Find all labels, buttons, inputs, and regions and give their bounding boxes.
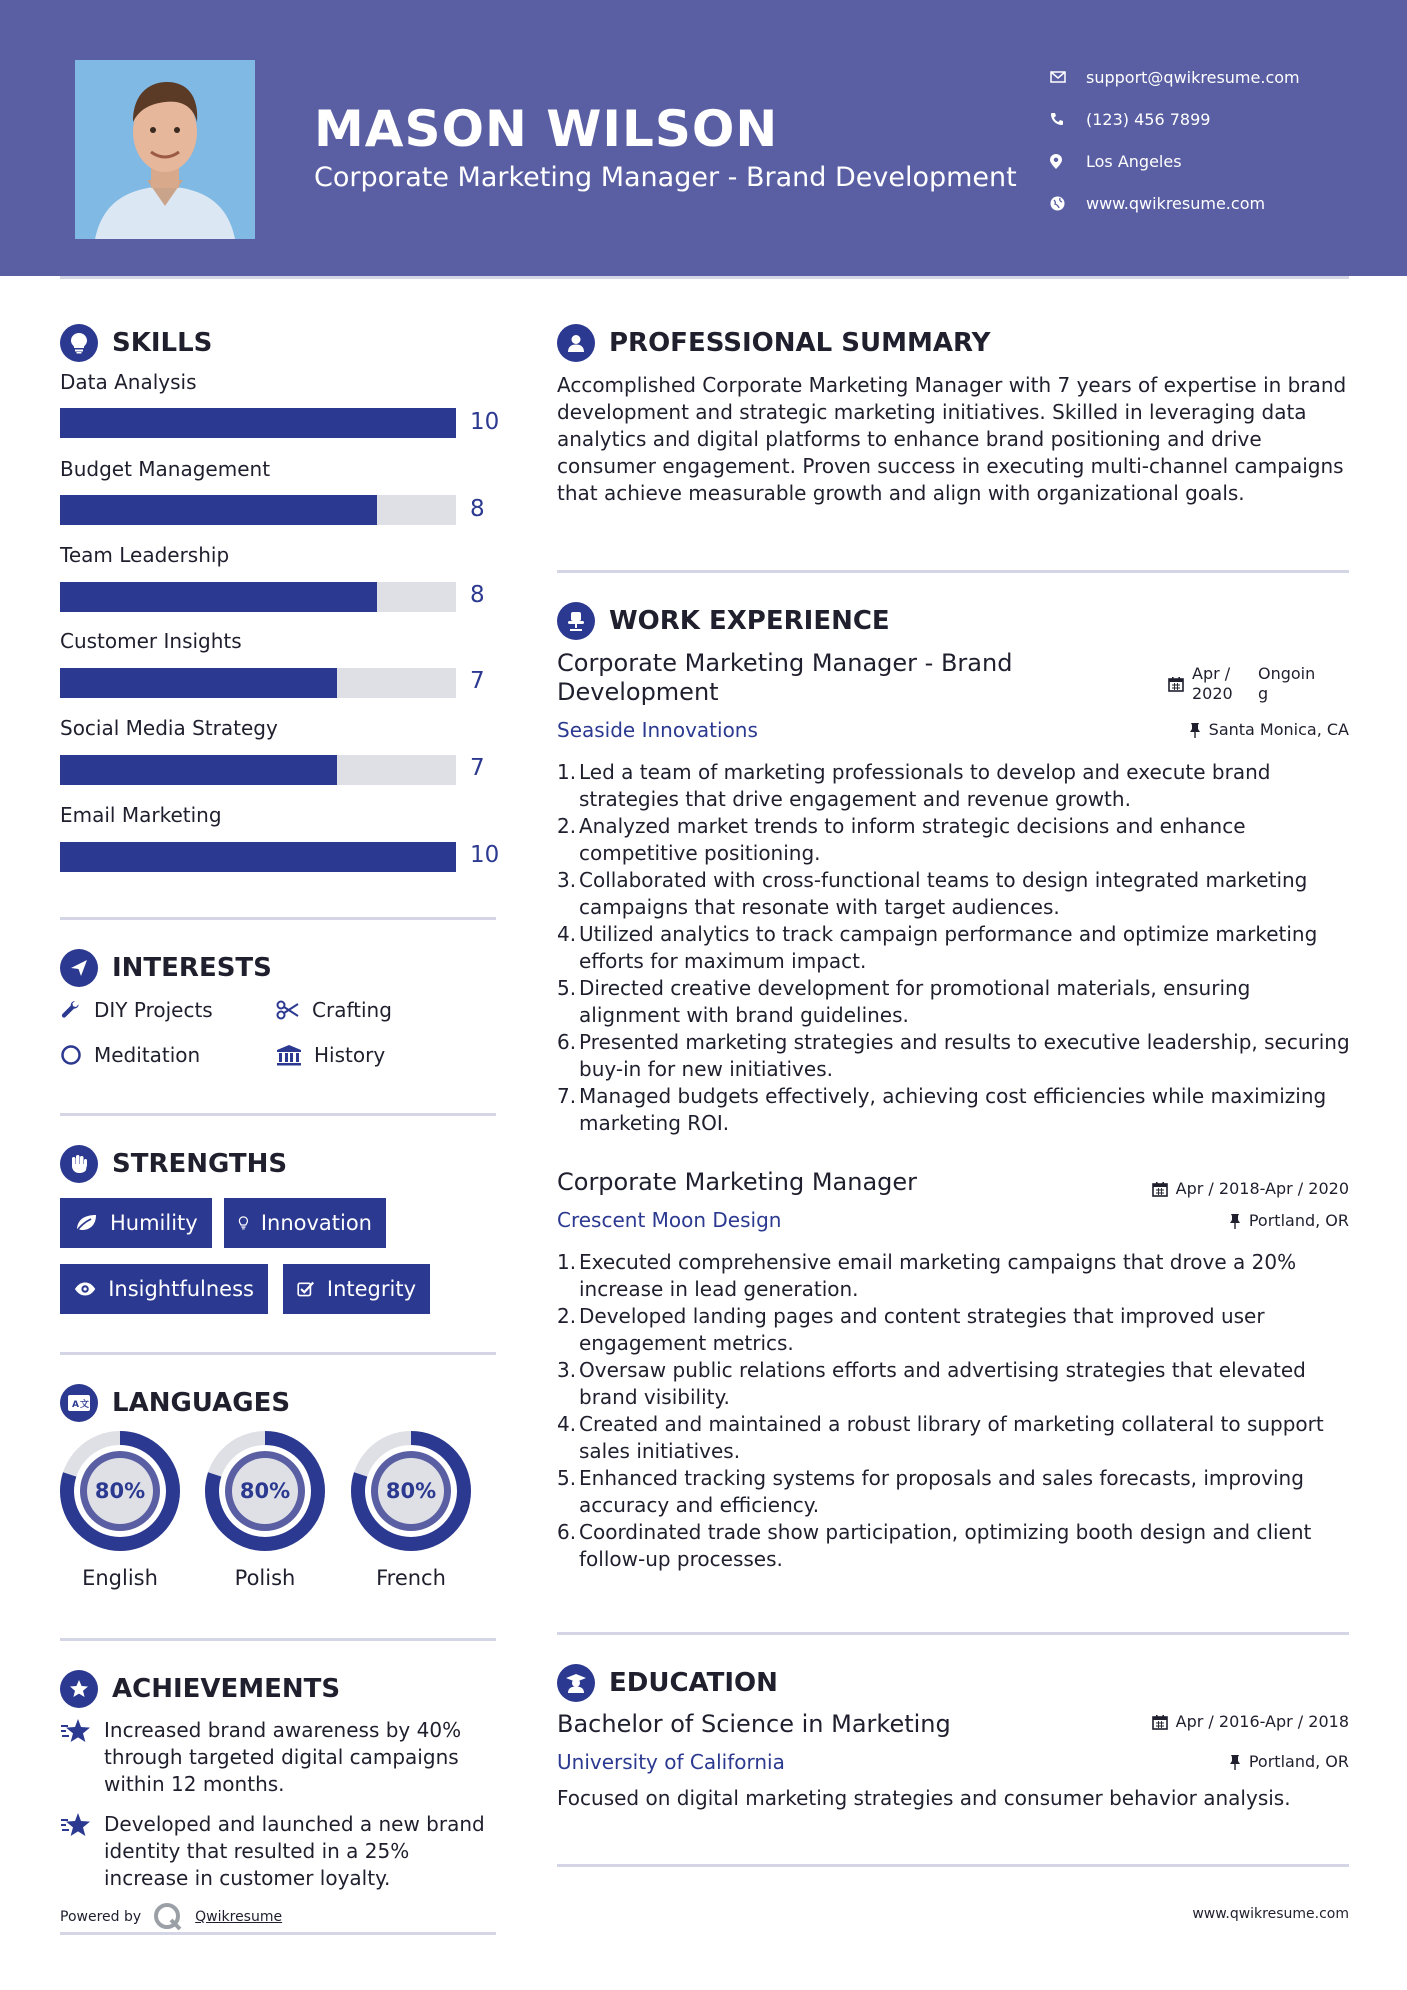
skill-name: Customer Insights: [60, 629, 242, 653]
job-title: Corporate Marketing Manager: [557, 1168, 918, 1196]
education-location: [1100, 1752, 1349, 1771]
education-degree: Bachelor of Science in Marketing: [557, 1710, 951, 1738]
achievement-text: Developed and launched a new brand identity that resulted in a 25% increase in customer loyalty.: [104, 1812, 485, 1890]
interests-heading: [60, 949, 272, 987]
checkbox-icon: [297, 1279, 315, 1299]
strength-label: Innovation: [260, 1211, 372, 1235]
job-location-text: Santa Monica, CA: [1208, 720, 1349, 739]
star-icon: [60, 1811, 92, 1839]
contact-website[interactable]: [1050, 182, 1390, 224]
section-divider: [557, 1864, 1349, 1867]
interest-item: [276, 1043, 385, 1067]
phone-text: (123) 456 7899: [1086, 109, 1211, 129]
skill-value: 8: [470, 582, 485, 608]
strength-badge: [60, 1198, 212, 1248]
contact-location: [1050, 140, 1390, 182]
section-divider: [60, 1932, 496, 1935]
job-date-start: Apr / 2020: [1192, 664, 1233, 703]
strengths-title: STRENGTHS: [112, 1149, 288, 1179]
job-bullet: 3. Collaborated with cross-functional teams to design integrated marketing campaigns that resonate with target audiences.: [557, 867, 1357, 921]
job-bullet: 1. Executed comprehensive email marketing campaigns that drove a 20% increase in lead generation.: [557, 1249, 1357, 1303]
education-date-text: Apr / 2016-Apr / 2018: [1175, 1712, 1349, 1731]
job-bullet-text: Directed creative development for promotional materials, ensuring alignment with brand guidelines.: [579, 976, 1251, 1027]
eye-icon: [74, 1281, 96, 1297]
skill-value: 10: [470, 842, 500, 868]
languages-title: LANGUAGES: [112, 1388, 291, 1418]
skill-bar-fill: [60, 755, 337, 785]
calendar-icon: [1152, 1714, 1168, 1730]
skill-value: 7: [470, 668, 485, 694]
skill-bar-fill: [60, 668, 337, 698]
map-pin-icon: [1050, 154, 1086, 169]
job-bullet-list: [557, 1249, 1357, 1573]
education-description: Focused on digital marketing strategies and consumer behavior analysis.: [557, 1786, 1291, 1810]
strength-label: Integrity: [326, 1277, 416, 1301]
job-bullet-text: Executed comprehensive email marketing campaigns that drove a 20% increase in lead generation.: [579, 1250, 1297, 1301]
skill-bar: [60, 842, 456, 872]
job-bullet-text: Developed landing pages and content strategies that improved user engagement metrics.: [579, 1304, 1265, 1355]
language-percent: 80%: [239, 1479, 291, 1503]
resume-header: [0, 0, 1407, 276]
skill-bar: [60, 755, 456, 785]
interest-item: [276, 998, 392, 1022]
job-bullet-text: Coordinated trade show participation, optimizing booth design and client follow-up processes.: [579, 1520, 1312, 1571]
candidate-name: MASON WILSON: [314, 100, 779, 158]
interest-item: [60, 1043, 200, 1067]
star-badge-icon: [60, 1670, 98, 1708]
skills-title: SKILLS: [112, 328, 213, 358]
language-ring: [350, 1430, 472, 1552]
education-heading: [557, 1664, 778, 1702]
language-name: English: [82, 1566, 158, 1590]
skill-bar: [60, 582, 456, 612]
fist-icon: [60, 1145, 98, 1183]
summary-text: Accomplished Corporate Marketing Manager with 7 years of expertise in brand development and strategic marketing initiatives. Skilled in leveraging data analytics and digital platforms to enhance brand positioning and drive consumer engagement. Proven success in executing multi-channel campaigns that achieve measurable growth and align with organizational goals.: [557, 373, 1347, 505]
user-icon: [557, 324, 595, 362]
svg-text:A: A: [72, 1400, 79, 1410]
language-ring: [59, 1430, 181, 1552]
pushpin-icon: [1229, 1754, 1241, 1770]
skill-value: 10: [470, 409, 500, 435]
job-title: Corporate Marketing Manager - Brand Development: [557, 649, 1013, 706]
achievement-item: [60, 1717, 500, 1798]
email-text: support@qwikresume.com: [1086, 67, 1300, 87]
paper-plane-icon: [60, 949, 98, 987]
job-date: [1100, 1179, 1349, 1198]
job-bullet-text: Led a team of marketing professionals to develop and execute brand strategies that drive engagement and revenue growth.: [579, 760, 1271, 811]
language-card-icon: [60, 1384, 98, 1422]
wrench-icon: [60, 999, 82, 1021]
job-bullet-text: Enhanced tracking systems for proposals and sales forecasts, improving accuracy and efficiency.: [579, 1466, 1304, 1517]
education-location-text: Portland, OR: [1248, 1752, 1349, 1771]
job-location: [1100, 1211, 1349, 1230]
job-company: Crescent Moon Design: [557, 1208, 782, 1232]
interest-label: Meditation: [94, 1043, 201, 1067]
graduate-icon: [557, 1664, 595, 1702]
languages-heading: [60, 1384, 290, 1422]
skill-bar-fill: [60, 842, 456, 872]
section-divider: [60, 1113, 496, 1116]
skill-bar: [60, 495, 456, 525]
skill-value: 7: [470, 755, 485, 781]
job-bullet: 4. Created and maintained a robust library of marketing collateral to support sales initiatives.: [557, 1411, 1357, 1465]
achievements-title: ACHIEVEMENTS: [112, 1674, 341, 1704]
language-name: French: [376, 1566, 446, 1590]
powered-by: [60, 1902, 282, 1932]
language-name: Polish: [234, 1566, 296, 1590]
strengths-heading: [60, 1145, 287, 1183]
section-divider: [60, 1352, 496, 1355]
job-company: Seaside Innovations: [557, 718, 758, 742]
education-date: [1100, 1712, 1349, 1731]
powered-by-label: Powered by: [60, 1909, 142, 1925]
skills-heading: [60, 324, 212, 362]
job-bullet: 6. Coordinated trade show participation, optimizing booth design and client follow-up processes.: [557, 1519, 1357, 1573]
lightbulb-icon: [60, 324, 98, 362]
job-date-text: Apr / 2018-Apr / 2020: [1175, 1179, 1349, 1198]
job-bullet: 2. Analyzed market trends to inform strategic decisions and enhance competitive positioning.: [557, 813, 1357, 867]
job-bullet: 1. Led a team of marketing professionals to develop and execute brand strategies that drive engagement and revenue growth.: [557, 759, 1357, 813]
circle-icon: [60, 1044, 82, 1066]
language-percent: 80%: [385, 1479, 437, 1503]
header-divider: [60, 276, 1349, 279]
qwikresume-logo-icon: [153, 1902, 183, 1932]
skill-bar-fill: [60, 495, 377, 525]
footer-website-link[interactable]: www.qwikresume.com: [1192, 1906, 1349, 1922]
leaf-icon: [74, 1213, 98, 1233]
section-divider: [60, 1638, 496, 1641]
job-location-text: Portland, OR: [1248, 1211, 1349, 1230]
interest-label: DIY Projects: [94, 998, 213, 1022]
job-bullet: 2. Developed landing pages and content strategies that improved user engagement metrics.: [557, 1303, 1357, 1357]
skill-name: Email Marketing: [60, 803, 222, 827]
qwikresume-link[interactable]: Qwikresume: [195, 1909, 283, 1925]
interest-item: [60, 998, 213, 1022]
pushpin-icon: [1189, 722, 1201, 738]
job-bullet-text: Collaborated with cross-functional teams to design integrated marketing campaigns that resonate with target audiences.: [579, 868, 1308, 919]
skill-value: 8: [470, 496, 485, 522]
interest-label: History: [314, 1043, 386, 1067]
phone-icon: [1050, 112, 1086, 126]
job-bullet: 7. Managed budgets effectively, achieving cost efficiencies while maximizing marketing ROI.: [557, 1083, 1357, 1137]
education-school: University of California: [557, 1750, 785, 1774]
skill-name: Data Analysis: [60, 370, 197, 394]
candidate-title: Corporate Marketing Manager - Brand Development: [314, 162, 1017, 193]
lightbulb-icon: [238, 1212, 249, 1234]
profile-photo: [75, 60, 255, 239]
svg-text:文: 文: [80, 1400, 90, 1410]
skill-bar-fill: [60, 408, 456, 438]
job-bullet: 3. Oversaw public relations efforts and advertising strategies that elevated brand visibility.: [557, 1357, 1357, 1411]
pushpin-icon: [1229, 1213, 1241, 1229]
skill-name: Social Media Strategy: [60, 716, 278, 740]
job-date: [1168, 664, 1324, 704]
job-bullet: 5. Directed creative development for promotional materials, ensuring alignment with brand guidelines.: [557, 975, 1357, 1029]
calendar-icon: [1152, 1181, 1168, 1197]
website-text: www.qwikresume.com: [1086, 193, 1266, 213]
scissors-icon: [276, 1000, 300, 1020]
job-bullet-text: Created and maintained a robust library of marketing collateral to support sales initiatives.: [579, 1412, 1324, 1463]
envelope-icon: [1050, 71, 1086, 83]
job-bullet-text: Analyzed market trends to inform strategic decisions and enhance competitive positioning.: [579, 814, 1246, 865]
job-bullet: 5. Enhanced tracking systems for proposals and sales forecasts, improving accuracy and efficiency.: [557, 1465, 1357, 1519]
achievement-text: Increased brand awareness by 40% through targeted digital campaigns within 12 months.: [104, 1718, 462, 1796]
job-location: [1100, 720, 1349, 739]
job-bullet: 6. Presented marketing strategies and results to executive leadership, securing buy-in for new initiatives.: [557, 1029, 1357, 1083]
language-percent: 80%: [94, 1479, 146, 1503]
office-chair-icon: [557, 602, 595, 640]
experience-heading: [557, 602, 890, 640]
strength-label: Humility: [110, 1211, 198, 1235]
language-ring: [204, 1430, 326, 1552]
section-divider: [557, 570, 1349, 573]
job-bullet-text: Oversaw public relations efforts and advertising strategies that elevated brand visibility.: [579, 1358, 1306, 1409]
job-bullet-text: Managed budgets effectively, achieving cost efficiencies while maximizing marketing ROI.: [579, 1084, 1327, 1135]
job-bullet-text: Utilized analytics to track campaign performance and optimize marketing efforts for maximum impact.: [579, 922, 1318, 973]
contact-info: [1050, 56, 1390, 224]
strength-badge: [60, 1264, 268, 1314]
skill-name: Team Leadership: [60, 543, 230, 567]
summary-title: PROFESSIONAL SUMMARY: [609, 328, 991, 358]
interests-title: INTERESTS: [112, 953, 272, 983]
achievement-item: [60, 1811, 500, 1892]
achievements-heading: [60, 1670, 340, 1708]
job-bullet: 4. Utilized analytics to track campaign performance and optimize marketing efforts for maximum impact.: [557, 921, 1357, 975]
strength-label: Insightfulness: [108, 1277, 254, 1301]
bank-building-icon: [276, 1044, 302, 1066]
contact-phone[interactable]: [1050, 98, 1390, 140]
strength-badge: [283, 1264, 430, 1314]
education-title: EDUCATION: [609, 1668, 778, 1698]
skill-bar-fill: [60, 582, 377, 612]
interest-label: Crafting: [312, 998, 392, 1022]
job-bullet-list: [557, 759, 1357, 1137]
skill-bar: [60, 408, 456, 438]
skill-bar: [60, 668, 456, 698]
location-text: Los Angeles: [1086, 151, 1182, 171]
summary-heading: [557, 324, 990, 362]
experience-title: WORK EXPERIENCE: [609, 606, 890, 636]
section-divider: [557, 1632, 1349, 1635]
job-date-end: Ongoing: [1258, 664, 1316, 703]
strength-badge: [224, 1198, 386, 1248]
calendar-icon: [1168, 676, 1184, 692]
skill-name: Budget Management: [60, 457, 271, 481]
globe-icon: [1050, 196, 1086, 211]
job-bullet-text: Presented marketing strategies and results to executive leadership, securing buy-in for new initiatives.: [579, 1030, 1350, 1081]
contact-email[interactable]: [1050, 56, 1390, 98]
section-divider: [60, 917, 496, 920]
star-icon: [60, 1717, 92, 1745]
